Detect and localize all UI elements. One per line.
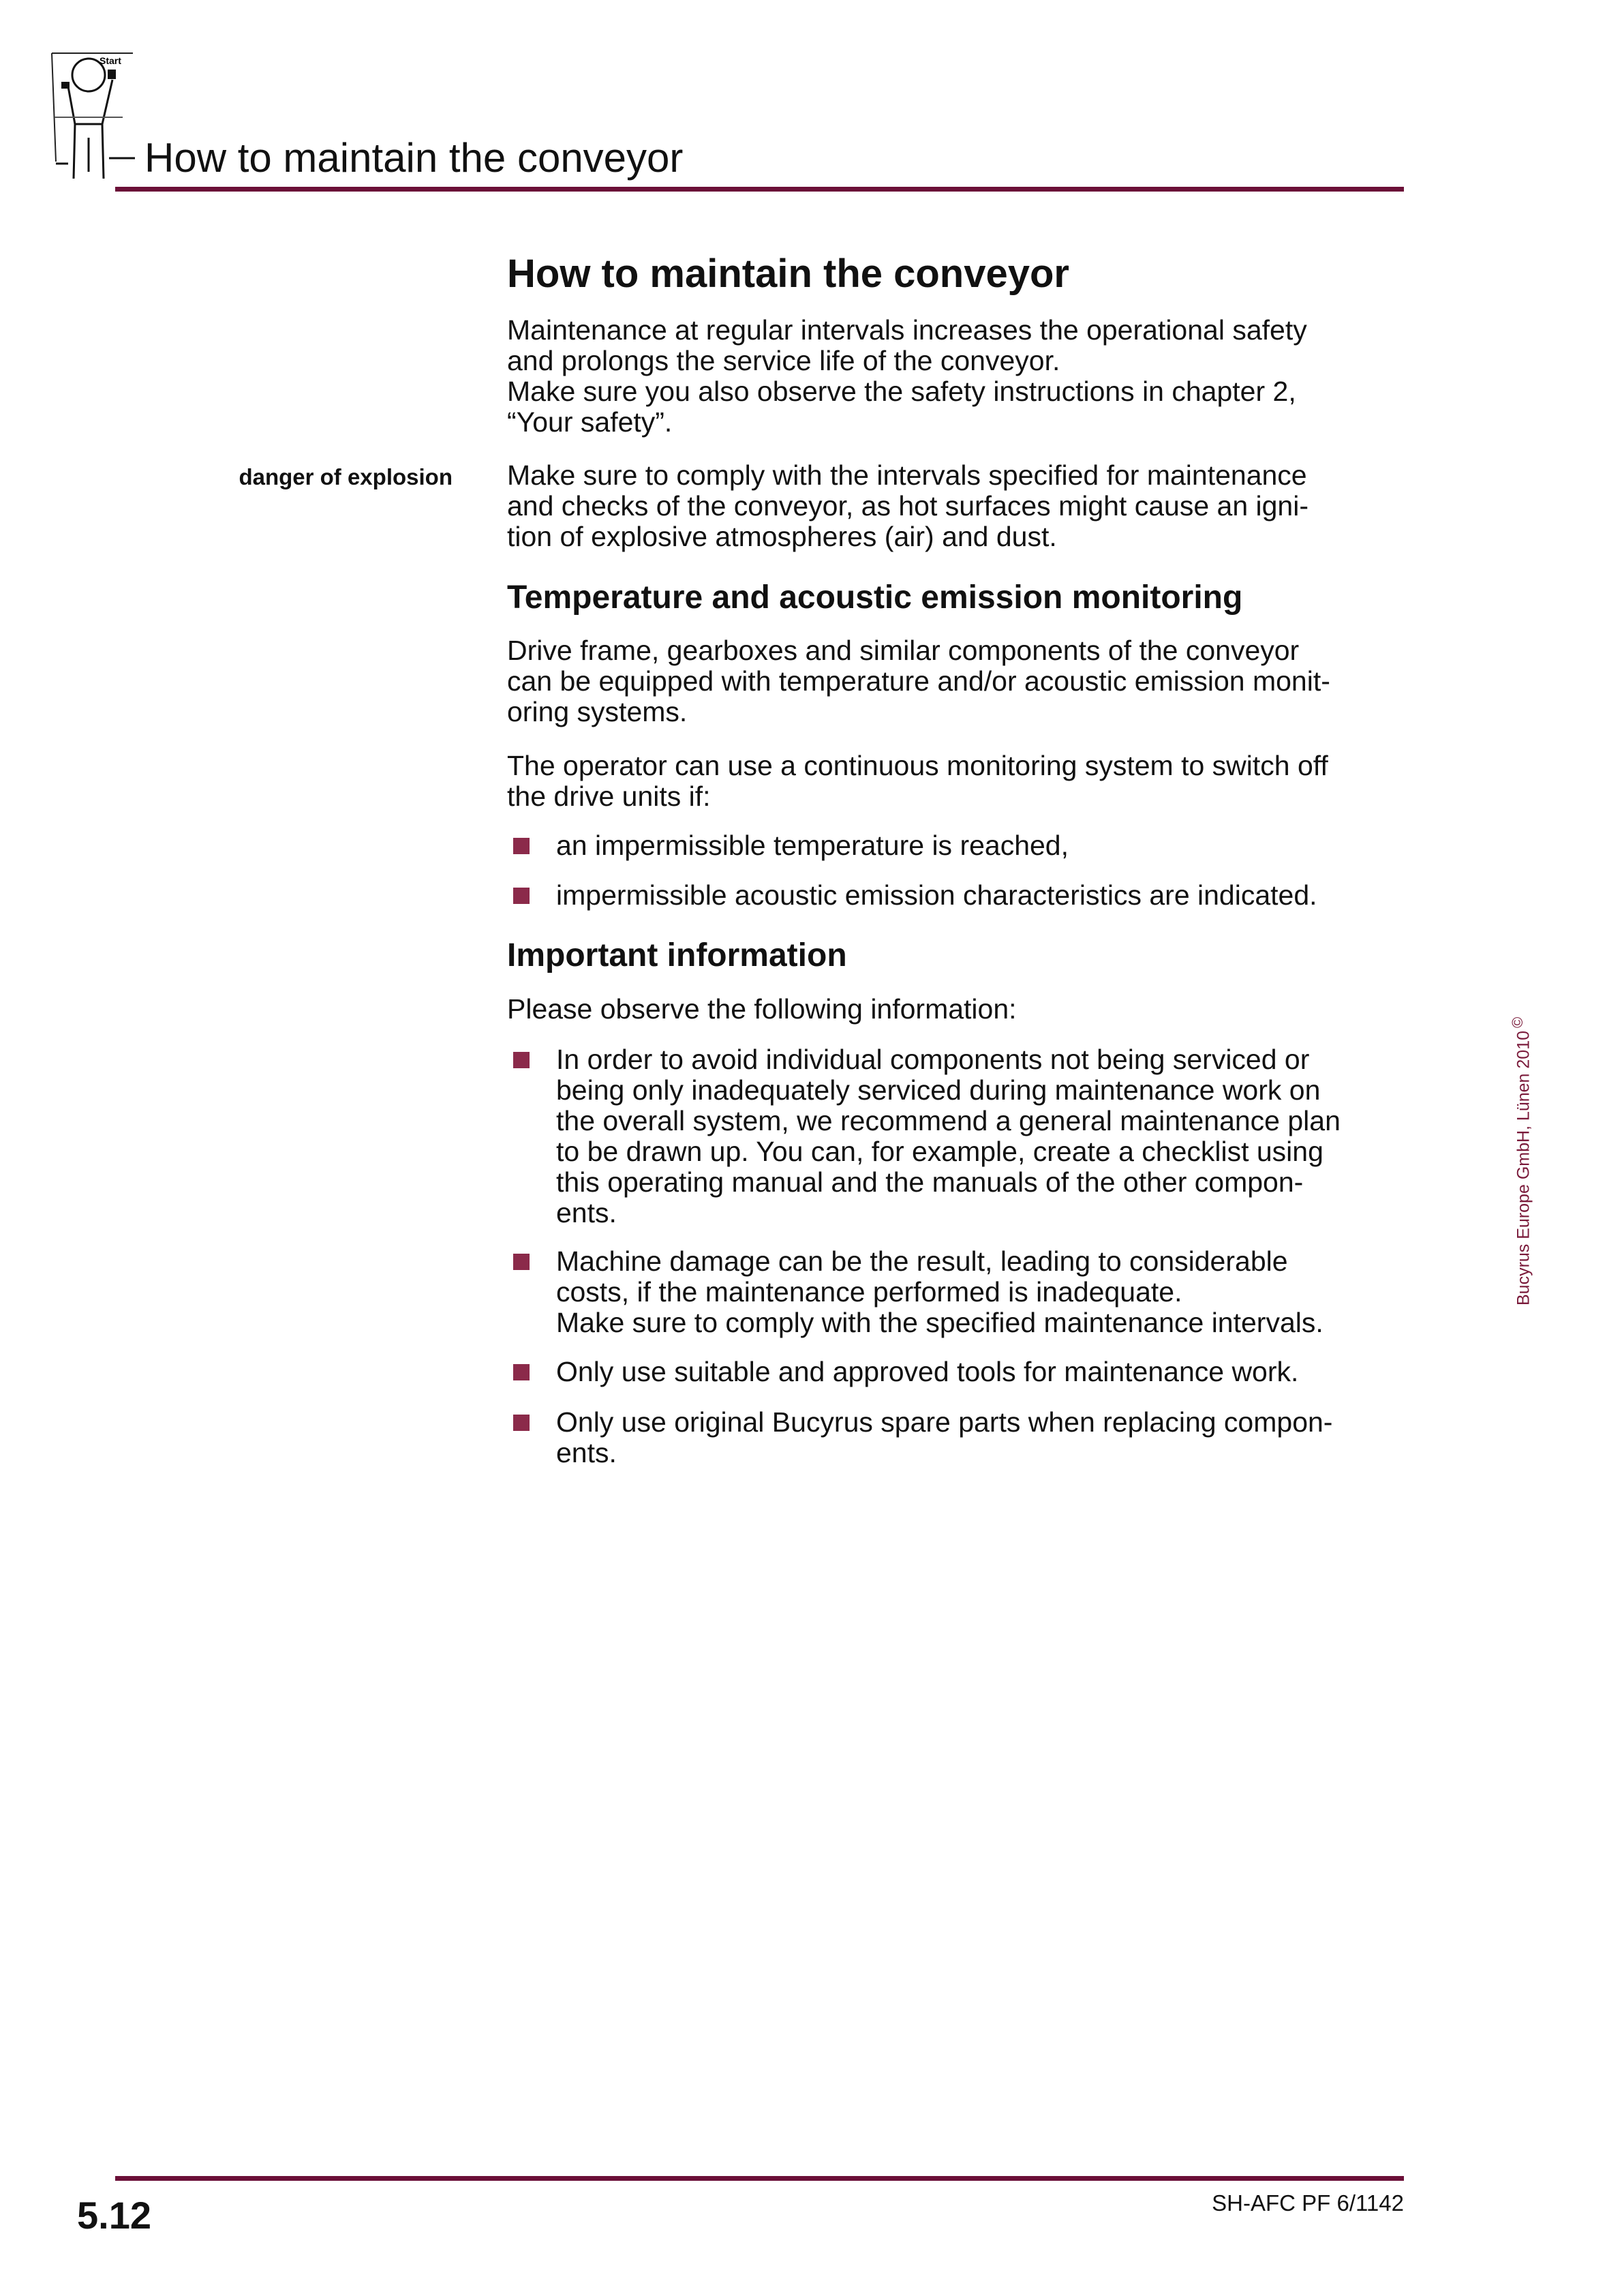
bullet-square-icon: [513, 1415, 530, 1431]
important-paragraph: Please observe the following information:: [507, 993, 1017, 1025]
side-copyright: Bucyrus Europe GmbH, Lünen 2010©: [1509, 1016, 1533, 1305]
bullet-square-icon: [513, 1254, 530, 1270]
list-item: In order to avoid individual components not being serviced or being only inadequately serviced during maintenance work on the overall system, we recommend a general maintenance plan to be drawn up. You can, for example, create a checklist using this operating manual and the manuals of the other compon- ents.: [513, 1044, 1413, 1228]
explosion-paragraph: Make sure to comply with the intervals specified for maintenance and checks of the conveyor, as hot surfaces might cause an igni- tion of explosive atmospheres (air) and dust.: [507, 459, 1309, 552]
monitoring-paragraph-1: Drive frame, gearboxes and similar components of the conveyor can be equipped with temperature and/or acoustic emission monit- oring systems.: [507, 635, 1330, 727]
page-title: How to maintain the conveyor: [507, 252, 1069, 296]
header-title: How to maintain the conveyor: [144, 135, 684, 181]
bullet-square-icon: [513, 838, 530, 854]
header-rule: [115, 187, 1404, 192]
bullet-square-icon: [513, 1052, 530, 1068]
footer-rule: [115, 2176, 1404, 2181]
bullet-square-icon: [513, 888, 530, 904]
start-figure-logo-icon: [48, 49, 136, 185]
intro-paragraph: Maintenance at regular intervals increases the operational safety and prolongs the service life of the conveyor. Make sure you also observe the safety instructions in chapter 2, “Your safety”.: [507, 314, 1307, 438]
list-item: an impermissible temperature is reached,: [513, 830, 1413, 861]
section-heading-monitoring: Temperature and acoustic emission monitoring: [507, 579, 1243, 616]
list-item: impermissible acoustic emission characteristics are indicated.: [513, 880, 1413, 911]
side-label-danger: danger of explosion: [239, 464, 453, 489]
document-code: SH-AFC PF 6/1142: [1212, 2190, 1404, 2216]
bullet-square-icon: [513, 1364, 530, 1380]
copyright-icon: ©: [1509, 1016, 1526, 1028]
svg-text:Start: Start: [100, 55, 121, 66]
section-heading-important: Important information: [507, 937, 847, 973]
monitoring-paragraph-2: The operator can use a continuous monitoring system to switch off the drive units if:: [507, 750, 1328, 812]
list-item: Machine damage can be the result, leading to considerable costs, if the maintenance performed is inadequate. Make sure to comply with the specified maintenance intervals.: [513, 1246, 1413, 1338]
list-item: Only use original Bucyrus spare parts when replacing compon- ents.: [513, 1407, 1413, 1468]
page-number: 5.12: [77, 2194, 151, 2237]
list-item: Only use suitable and approved tools for maintenance work.: [513, 1357, 1413, 1387]
